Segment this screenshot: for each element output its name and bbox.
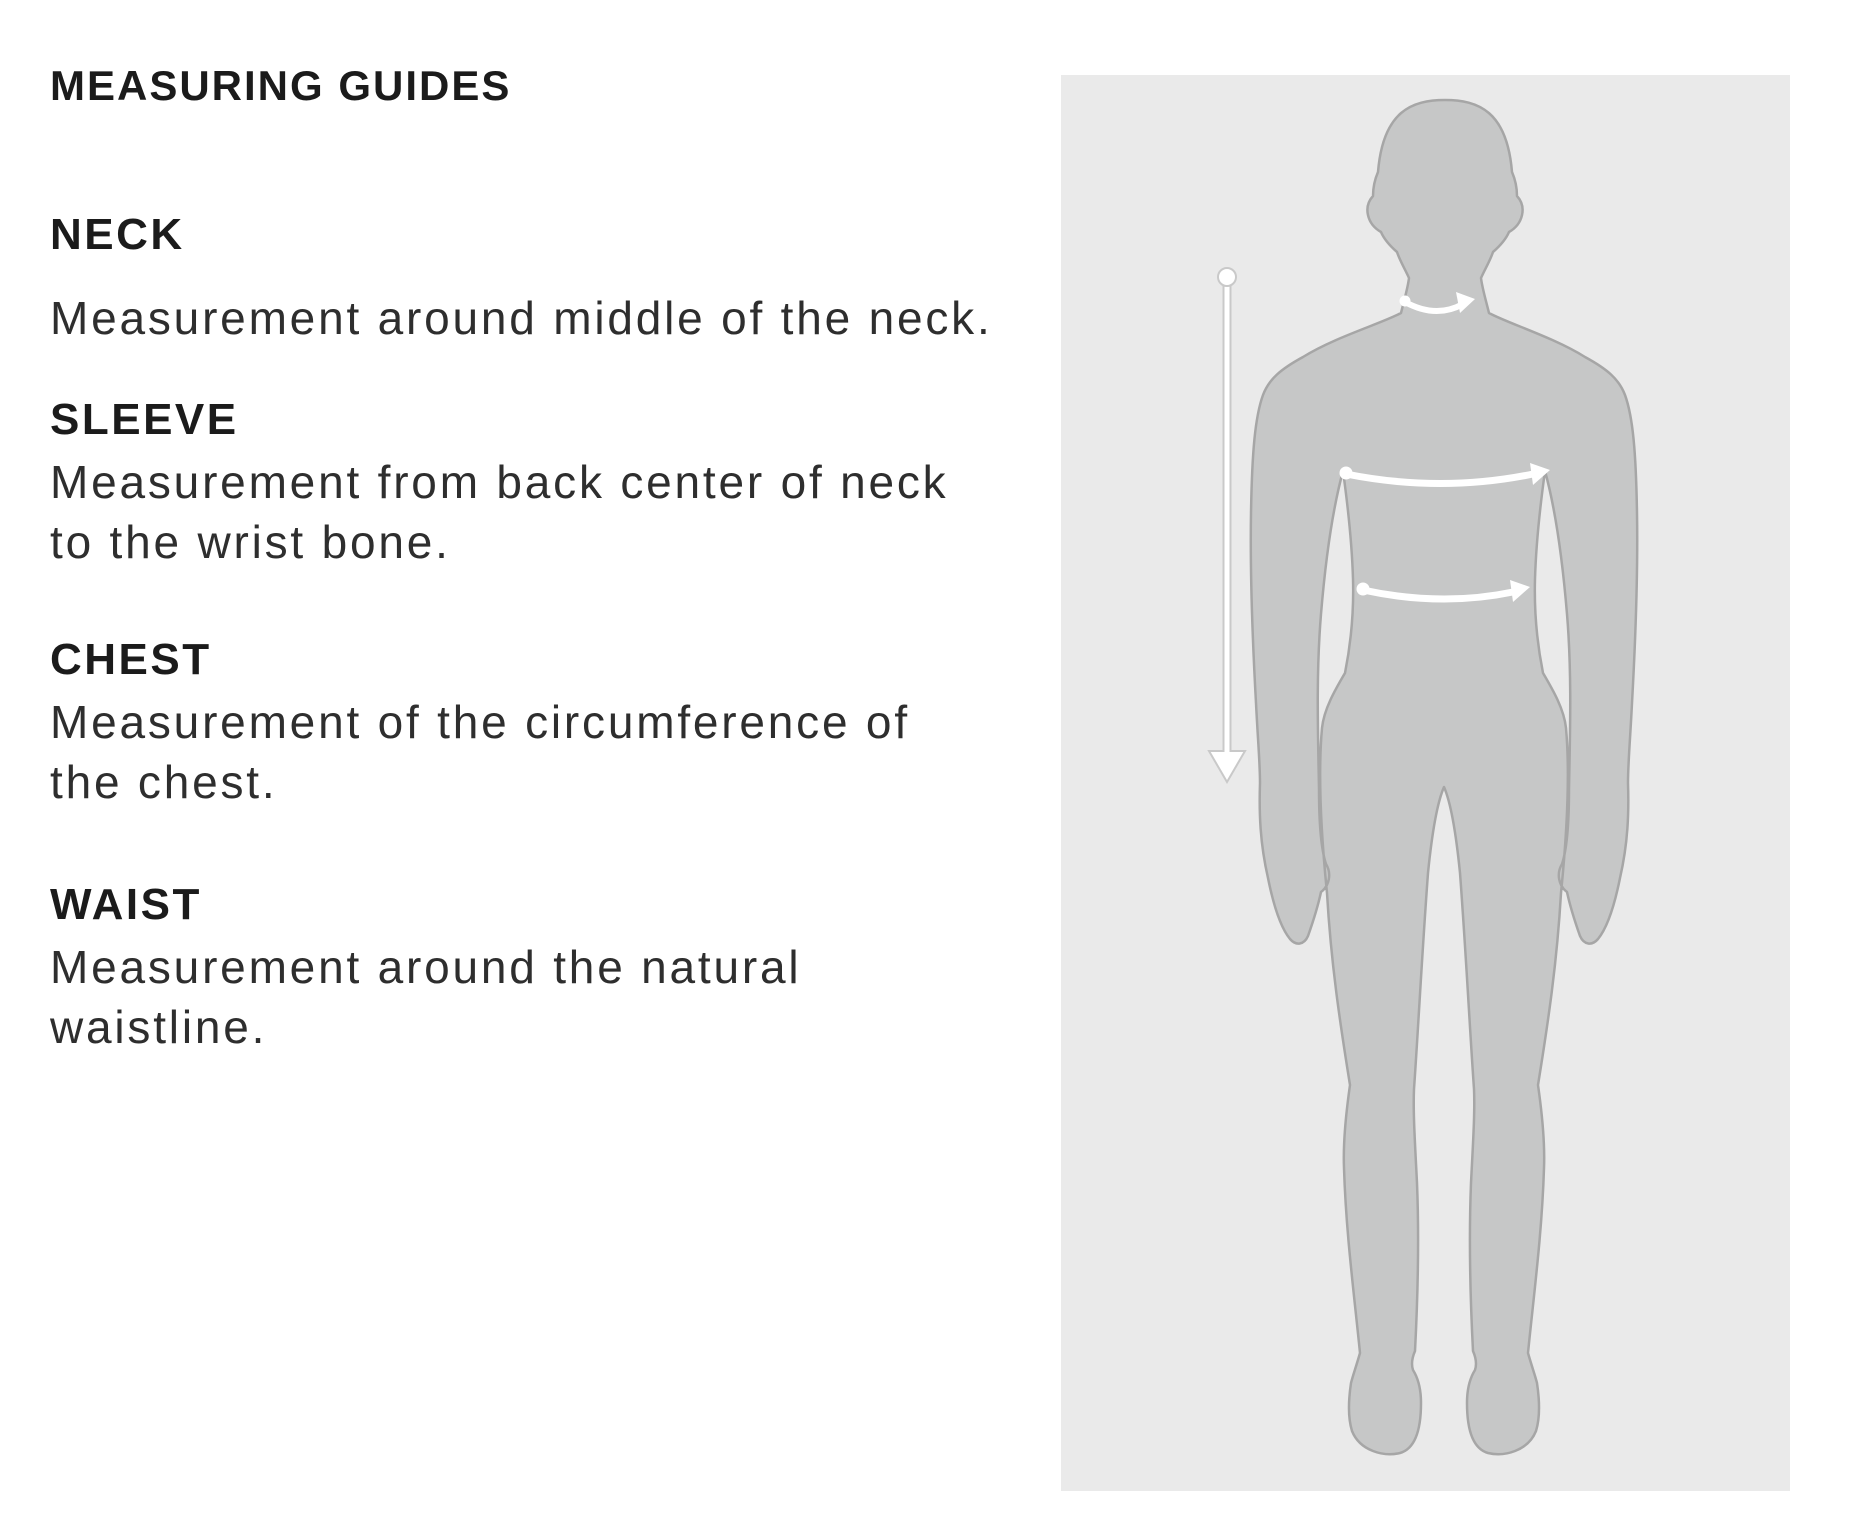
guide-desc-waist: Measurement around the natural waistline.	[50, 941, 802, 1053]
body-silhouette	[1251, 100, 1638, 1454]
guide-desc-neck: Measurement around middle of the neck.	[50, 292, 993, 344]
guide-desc-sleeve: Measurement from back center of neck to the wrist bone.	[50, 456, 949, 568]
guide-name-waist: WAIST	[50, 880, 202, 929]
guide-desc-chest: Measurement of the circumference of the chest.	[50, 696, 910, 808]
body-silhouette-illustration	[1061, 75, 1790, 1491]
page-title: MEASURING GUIDES	[50, 62, 512, 109]
guide-name-sleeve: SLEEVE	[50, 395, 239, 444]
guide-name-chest: CHEST	[50, 635, 212, 684]
measuring-illustration-panel	[1061, 75, 1790, 1491]
height-arrow-icon	[1209, 268, 1245, 782]
guide-name-neck: NECK	[50, 210, 185, 259]
